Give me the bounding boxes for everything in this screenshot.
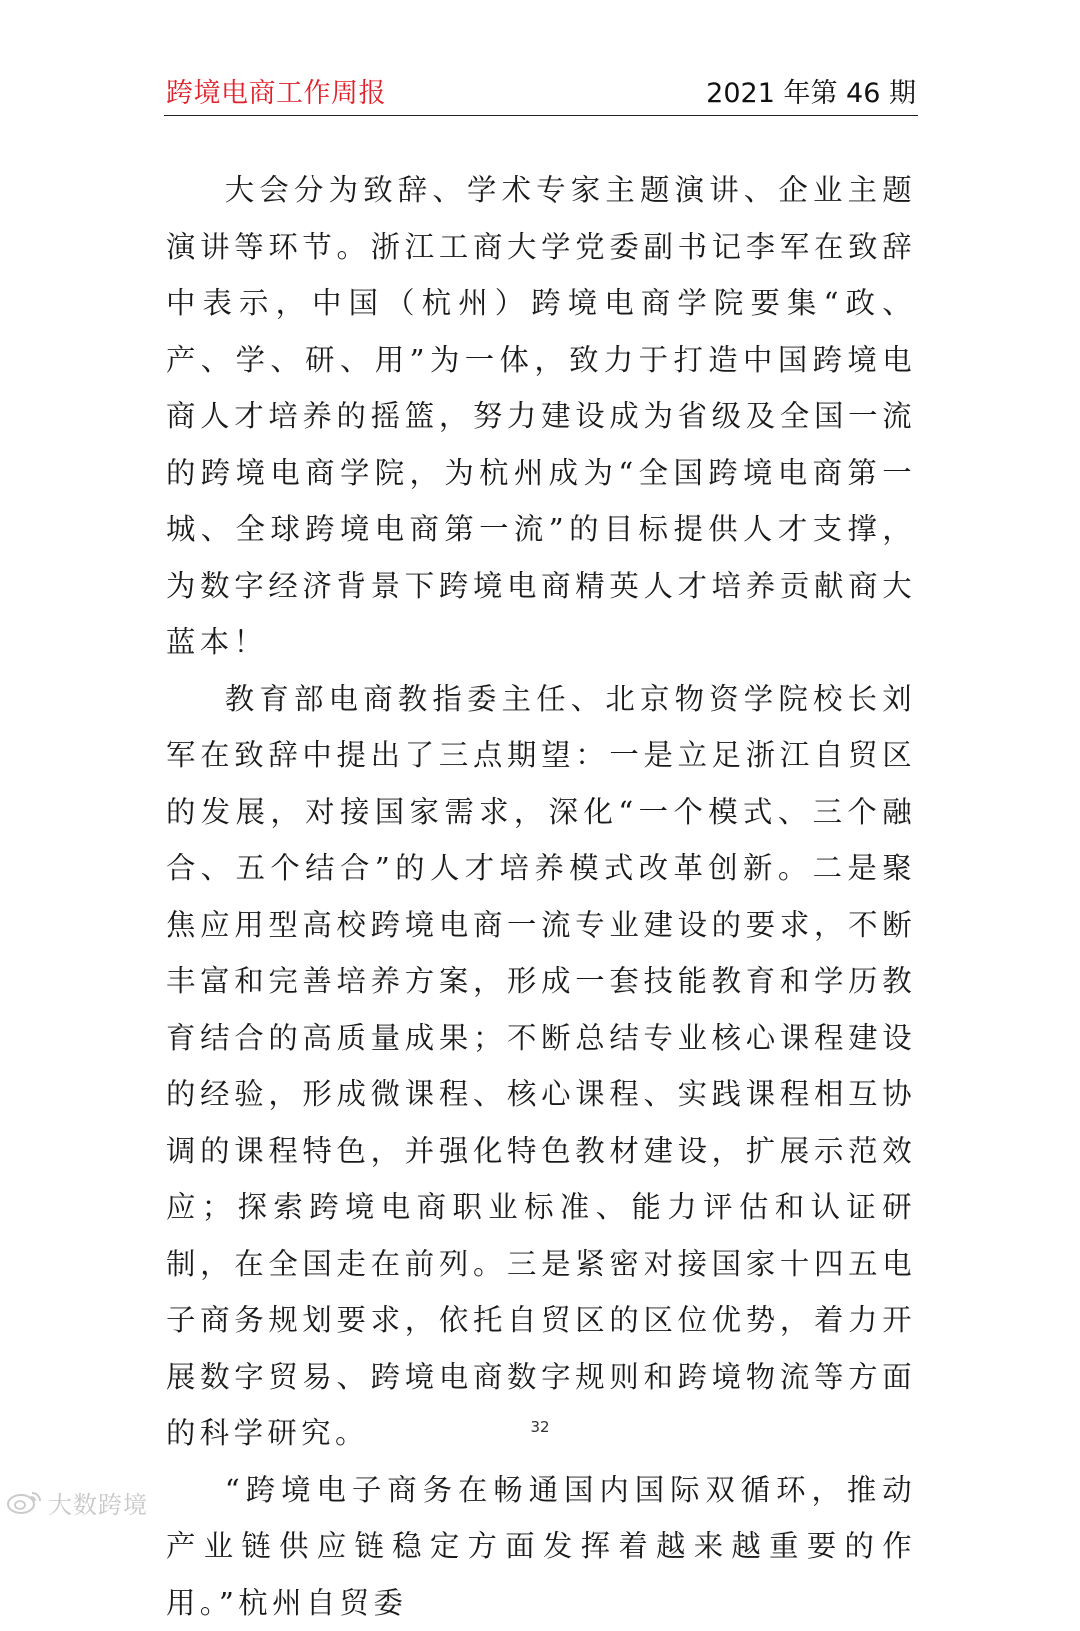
watermark-text: 大数跨境	[48, 1485, 148, 1520]
watermark	[6, 1487, 148, 1517]
header-divider	[164, 115, 918, 116]
paragraph: 大会分为致辞、学术专家主题演讲、企业主题演讲等环节。浙江工商大学党委副书记李军在致辞中表示，中国（杭州）跨境电商学院要集“政、产、学、研、用”为一体，致力于打造中国跨境电商人才培养的摇篮，努力建设成为省级及全国一流的跨境电商学院，为杭州成为“全国跨境电商第一城、全球跨境电商第一流”的目标提供人才支撑，为数字经济背景下跨境电商精英人才培养贡献商大蓝本！	[166, 162, 916, 671]
weibo-logo-icon	[6, 1489, 44, 1515]
article-body	[166, 162, 916, 1631]
page-header	[166, 76, 916, 116]
paragraph: 教育部电商教指委主任、北京物资学院校长刘军在致辞中提出了三点期望：一是立足浙江自贸区的发展，对接国家需求，深化“一个模式、三个融合、五个结合”的人才培养模式改革创新。二是聚焦应用型高校跨境电商一流专业建设的要求，不断丰富和完善培养方案，形成一套技能教育和学历教育结合的高质量成果；不断总结专业核心课程建设的经验，形成微课程、核心课程、实践课程相互协调的课程特色，并强化特色教材建设，扩展示范效应；探索跨境电商职业标准、能力评估和认证研制，在全国走在前列。三是紧密对接国家十四五电子商务规划要求，依托自贸区的区位优势，着力开展数字贸易、跨境电商数字规则和跨境物流等方面的科学研究。	[166, 671, 916, 1462]
paragraph: “跨境电子商务在畅通国内国际双循环，推动产业链供应链稳定方面发挥着越来越重要的作用。”杭州自贸委	[166, 1462, 916, 1631]
issue-number: 2021 年第 46 期	[706, 76, 916, 112]
page-number: 32	[0, 1418, 1080, 1436]
publication-title: 跨境电商工作周报	[166, 76, 386, 112]
